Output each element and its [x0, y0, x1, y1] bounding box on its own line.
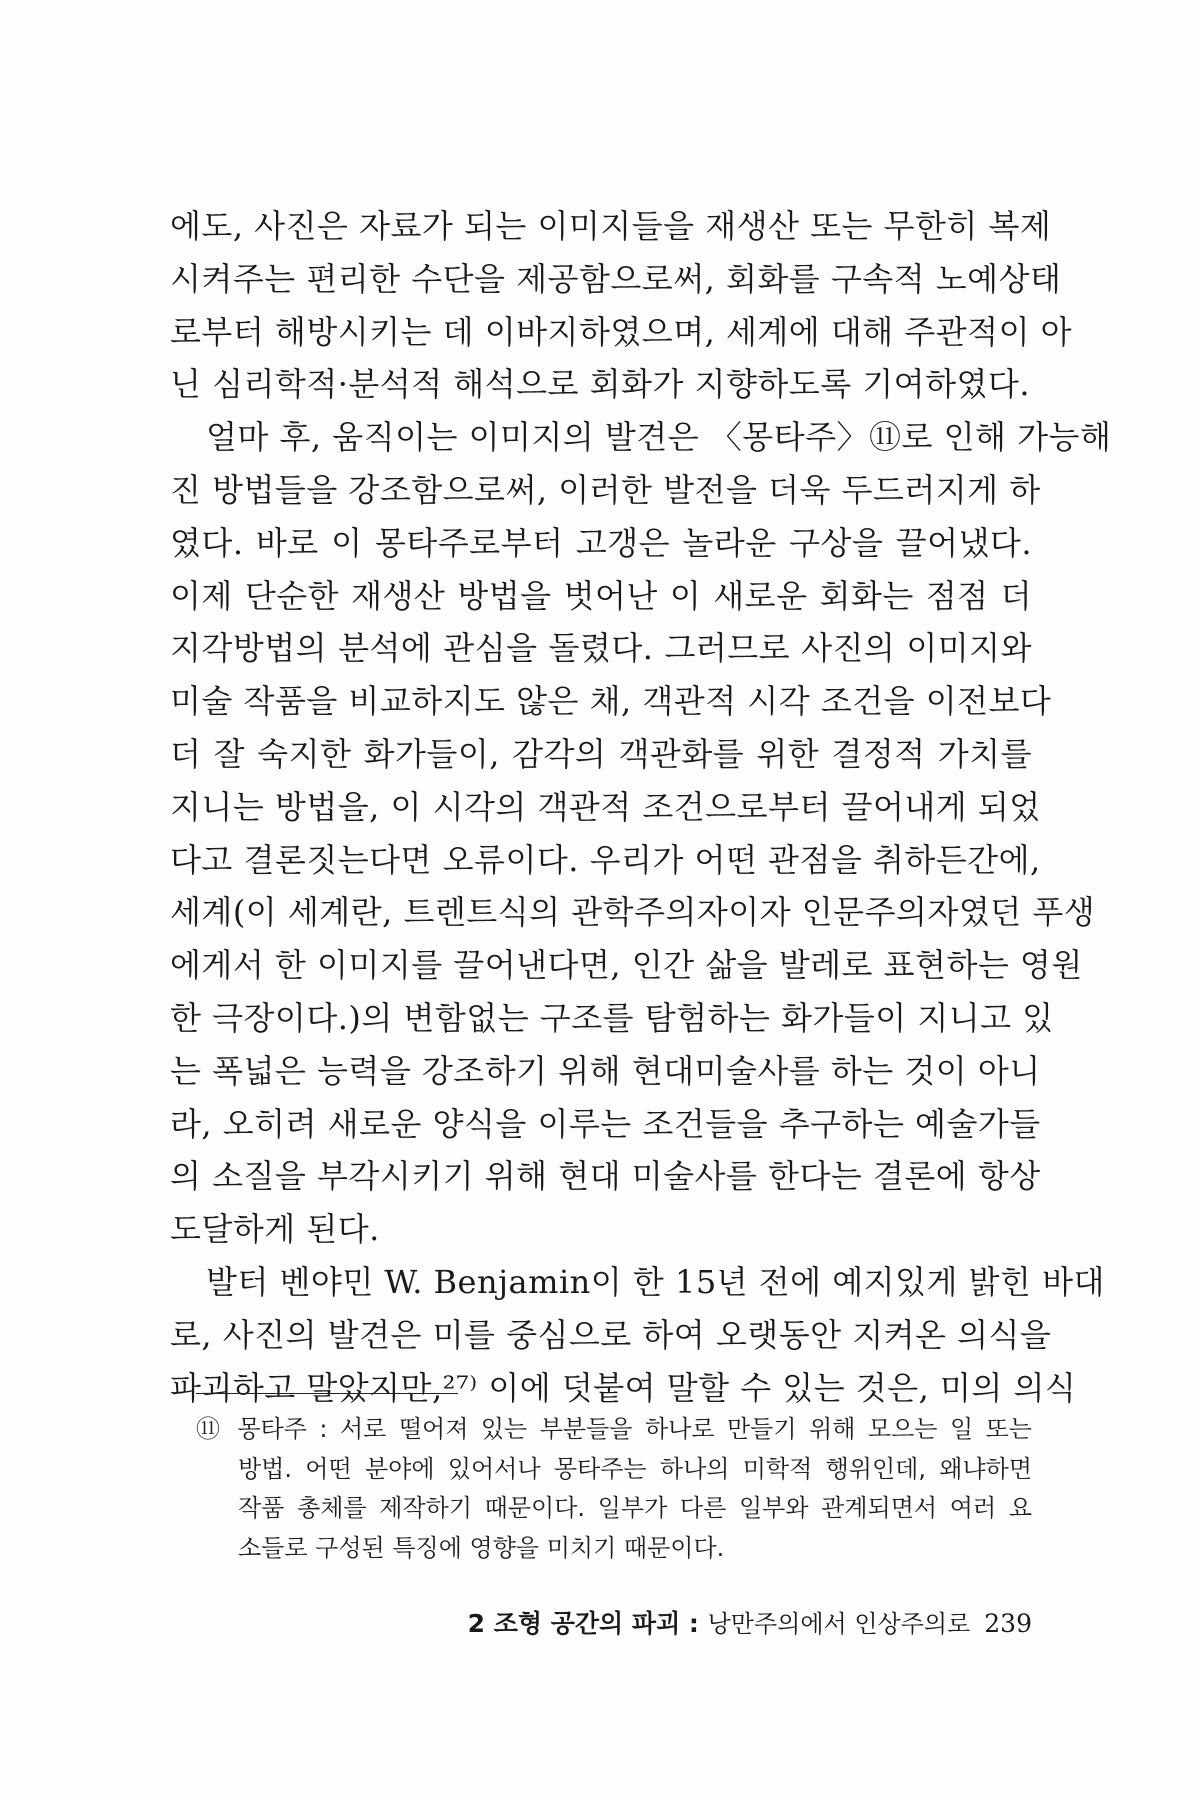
- footnote-line: ⑪ 몽타주 : 서로 떨어져 있는 부분들을 하나로 만들기 위해 모으는 일 또는: [196, 1415, 1032, 1443]
- text-line: 지니는 방법을, 이 시각의 객관적 조건으로부터 끌어내게 되었: [170, 787, 1041, 826]
- text-line: 이제 단순한 재생산 방법을 벗어난 이 새로운 회화는 점점 더: [170, 576, 1032, 615]
- text-line: 에도, 사진은 자료가 되는 이미지들을 재생산 또는 무한히 복제: [170, 207, 1052, 245]
- text-line: 로, 사진의 발견은 미를 중심으로 하여 오랫동안 지켜온 의식을: [170, 1315, 1052, 1354]
- text-line: 의 소질을 부각시키기 위해 현대 미술사를 한다는 결론에 항상: [170, 1157, 1041, 1196]
- text-line: 다고 결론짓는다면 오류이다. 우리가 어떤 관점을 취하든간에,: [170, 840, 1041, 879]
- text-line: 발터 벤야민 W. Benjamin이 한 15년 전에 예지있게 밝힌 바대: [206, 1262, 1105, 1301]
- text-line: 파괴하고 말았지만,²⁷⁾ 이에 덧붙여 말할 수 있는 것은, 미의 의식: [170, 1368, 1077, 1407]
- text-line: 라, 오히려 새로운 양식을 이루는 조건들을 추구하는 예술가들: [170, 1104, 1041, 1143]
- text-line: 닌 심리학적·분석적 해석으로 회화가 지향하도록 기여하였다.: [170, 365, 1031, 404]
- footnote: [196, 1410, 1032, 1568]
- footnote-line: 소들로 구성된 특징에 영향을 미치기 때문이다.: [238, 1533, 725, 1562]
- text-line: 지각방법의 분석에 관심을 돌렸다. 그러므로 사진의 이미지와: [170, 629, 1032, 668]
- text-line: 도달하게 된다.: [170, 1210, 380, 1249]
- chapter-title: 2 조형 공간의 파괴 :: [467, 1609, 708, 1638]
- body-text: [170, 200, 1112, 1414]
- chapter-subtitle: 낭만주의에서 인상주의로: [707, 1610, 971, 1638]
- text-line: 세계(이 세계란, 트렌트식의 관학주의자이자 인문주의자였던 푸생: [170, 893, 1096, 932]
- running-footer: [440, 1604, 1032, 1644]
- text-line: 시켜주는 편리한 수단을 제공함으로써, 회화를 구속적 노예상태: [170, 259, 1062, 298]
- text-line: 한 극장이다.)의 변함없는 구조를 탐험하는 화가들이 지니고 있: [170, 998, 1054, 1037]
- text-line: 얼마 후, 움직이는 이미지의 발견은 〈몽타주〉⑪로 인해 가능해: [206, 418, 1112, 457]
- footnote-divider: [196, 1393, 458, 1394]
- text-line: 였다. 바로 이 몽타주로부터 고갱은 놀라운 구상을 끌어냈다.: [170, 523, 1032, 562]
- footnote-line: 작품 총체를 제작하기 때문이다. 일부가 다른 일부와 관계되면서 여러 요: [238, 1494, 1032, 1522]
- text-line: 진 방법들을 강조함으로써, 이러한 발전을 더욱 두드러지게 하: [170, 470, 1041, 509]
- text-line: 에게서 한 이미지를 끌어낸다면, 인간 삶을 발레로 표현하는 영원: [170, 946, 1083, 985]
- text-line: 로부터 해방시키는 데 이바지하였으며, 세계에 대해 주관적이 아: [170, 312, 1073, 351]
- text-line: 더 잘 숙지한 화가들이, 감각의 객관화를 위한 결정적 가치를: [170, 734, 1032, 773]
- page-number: 239: [984, 1609, 1032, 1638]
- text-line: 는 폭넓은 능력을 강조하기 위해 현대미술사를 하는 것이 아니: [170, 1051, 1041, 1090]
- footnote-line: 방법. 어떤 분야에 있어서나 몽타주는 하나의 미학적 행위인데, 왜냐하면: [238, 1454, 1032, 1483]
- text-line: 미술 작품을 비교하지도 않은 채, 객관적 시각 조건을 이전보다: [170, 682, 1052, 721]
